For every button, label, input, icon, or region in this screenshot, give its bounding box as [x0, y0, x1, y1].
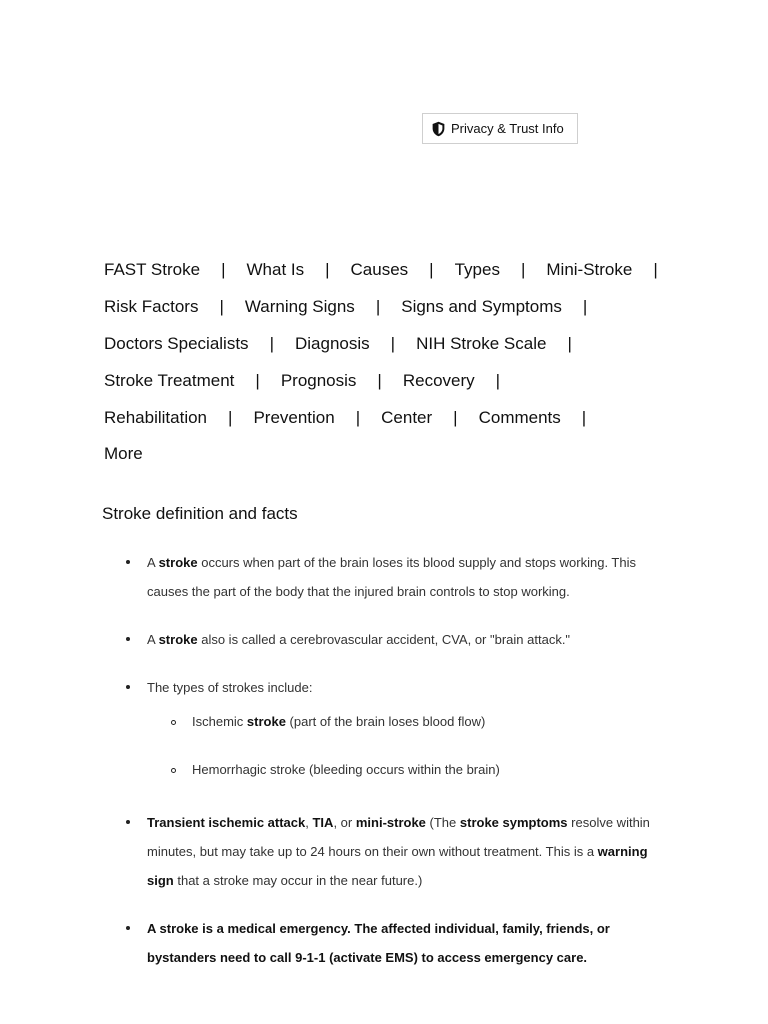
nav-separator: |: [495, 370, 501, 390]
nav-link-prevention[interactable]: Prevention: [253, 407, 335, 427]
nav-separator: |: [581, 407, 587, 427]
stroke-type-item: [171, 712, 666, 732]
text-segment: (part of the brain loses blood flow): [285, 714, 486, 729]
text-segment: also is called a cerebrovascular accident, CVA, or "brain attack.": [197, 632, 571, 647]
text-segment: The types of strokes include:: [147, 680, 313, 695]
nav-separator: |: [582, 297, 588, 317]
nav-separator: |: [567, 333, 572, 353]
bold-term: stroke: [246, 714, 286, 729]
nav-link-stroke-treatment[interactable]: Stroke Treatment: [104, 370, 235, 390]
topic-navigation: [104, 252, 704, 473]
bold-term: warning sign: [147, 844, 648, 888]
bold-term: stroke: [158, 632, 198, 647]
bold-term: A stroke is a medical emergency. The affected individual, family, friends, or bystanders need to call 9-1-1 (activate EMS) to access emergency care.: [147, 921, 610, 965]
fact-emergency: [126, 914, 666, 972]
nav-separator: |: [429, 260, 434, 280]
text-segment: occurs when part of the brain loses its blood supply and stops working. This causes the part of the body that the injured brain controls to stop working.: [147, 555, 636, 599]
text-segment: that a stroke may occur in the near future.): [173, 873, 423, 888]
nav-row: [104, 436, 704, 473]
nav-link-causes[interactable]: Causes: [350, 260, 409, 280]
bold-term: Transient ischemic attack: [147, 815, 306, 830]
nav-link-rehabilitation[interactable]: Rehabilitation: [104, 407, 208, 427]
nav-row: [104, 399, 704, 436]
text-segment: Hemorrhagic stroke (bleeding occurs within the brain): [192, 762, 500, 777]
nav-link-recovery[interactable]: Recovery: [402, 370, 475, 390]
nav-row: [104, 362, 704, 399]
text-segment: ,: [305, 815, 313, 830]
nav-row: [104, 252, 704, 289]
bold-term: stroke: [158, 555, 198, 570]
text-segment: resolve within minutes, but may take up to 24 hours on their own without treatment. This is a: [147, 815, 650, 859]
nav-link-what-is[interactable]: What Is: [246, 260, 305, 280]
stroke-types-list: [147, 712, 666, 780]
fact-item: [126, 808, 666, 895]
nav-separator: |: [355, 407, 361, 427]
nav-separator: |: [653, 260, 658, 280]
text-segment: A: [147, 555, 159, 570]
bold-term: TIA: [312, 815, 334, 830]
nav-separator: |: [269, 333, 274, 353]
nav-separator: |: [255, 370, 260, 390]
nav-link-comments[interactable]: Comments: [478, 407, 561, 427]
nav-separator: |: [520, 260, 526, 280]
bold-term: stroke symptoms: [459, 815, 568, 830]
shield-icon: [431, 121, 446, 137]
nav-separator: |: [221, 260, 226, 280]
nav-link-doctors-specialists[interactable]: Doctors Specialists: [104, 333, 249, 353]
text-segment: (The: [425, 815, 460, 830]
nav-separator: |: [219, 297, 224, 317]
privacy-trust-label: Privacy & Trust Info: [451, 121, 564, 136]
nav-row: [104, 326, 704, 363]
section-title: Stroke definition and facts: [102, 504, 298, 523]
text-segment: A: [147, 632, 159, 647]
nav-separator: |: [228, 407, 233, 427]
nav-link-more[interactable]: More: [104, 444, 143, 464]
nav-link-fast-stroke[interactable]: FAST Stroke: [104, 260, 201, 280]
nav-link-signs-and-symptoms[interactable]: Signs and Symptoms: [401, 297, 562, 317]
nav-row: [104, 289, 704, 326]
nav-separator: |: [453, 407, 458, 427]
nav-link-types[interactable]: Types: [454, 260, 500, 280]
nav-link-prognosis[interactable]: Prognosis: [280, 370, 357, 390]
privacy-trust-button[interactable]: [422, 113, 578, 144]
fact-item: [126, 625, 666, 654]
fact-item: [126, 673, 666, 780]
nav-link-nih-stroke-scale[interactable]: NIH Stroke Scale: [416, 333, 547, 353]
fact-item: [126, 548, 666, 606]
nav-link-mini-stroke[interactable]: Mini-Stroke: [546, 260, 633, 280]
facts-list: [126, 548, 666, 991]
nav-separator: |: [377, 370, 382, 390]
text-segment: , or: [333, 815, 356, 830]
nav-separator: |: [375, 297, 381, 317]
text-segment: Ischemic: [192, 714, 247, 729]
nav-link-diagnosis[interactable]: Diagnosis: [294, 333, 370, 353]
stroke-type-item: [171, 760, 666, 780]
nav-separator: |: [325, 260, 330, 280]
nav-link-center[interactable]: Center: [381, 407, 433, 427]
nav-link-warning-signs[interactable]: Warning Signs: [244, 297, 355, 317]
nav-link-risk-factors[interactable]: Risk Factors: [104, 297, 199, 317]
nav-separator: |: [390, 333, 396, 353]
bold-term: mini-stroke: [355, 815, 426, 830]
